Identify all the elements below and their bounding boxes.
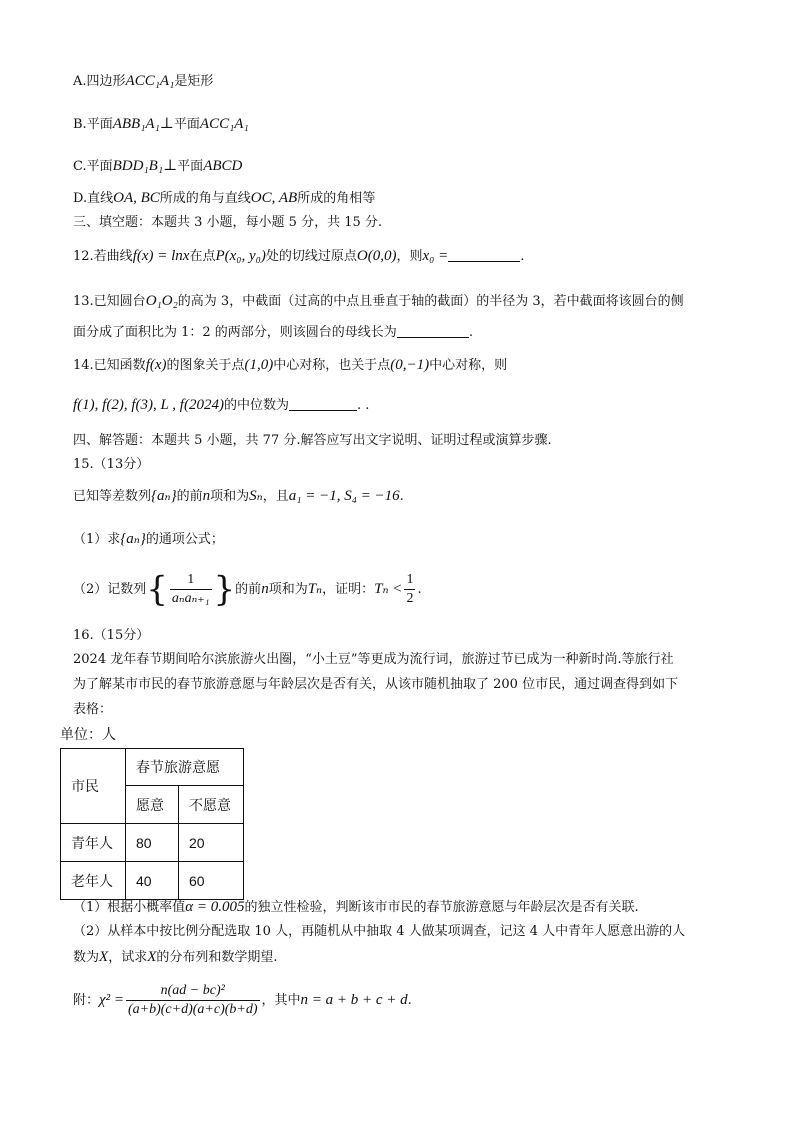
option-b [73, 115, 249, 134]
q15-half-num: 1 [404, 572, 415, 590]
option-a-prefix: A. [73, 74, 87, 89]
option-d-text: 直线 [87, 191, 114, 206]
question-12 [73, 247, 524, 266]
q12-func: f(x) = lnx [132, 248, 190, 264]
table-cell-no: 60 [179, 862, 244, 900]
option-c-prefix: C. [73, 159, 87, 174]
q14-text4: 的中位数为 [223, 398, 289, 413]
question-14-line1 [73, 356, 507, 375]
q13-prefix: 13.已知圆台 [73, 294, 146, 309]
option-a-text: 四边形 [86, 74, 126, 89]
q15-S: Sₙ [249, 488, 263, 504]
q15-p2-a: （2）记数列 [73, 582, 147, 597]
q12-mid2: 处的切线过原点 [265, 249, 357, 264]
q13-text2: 面分成了面积比为 1：2 的两部分，则该圆台的母线长为 [73, 325, 397, 340]
section-4-heading: 四、解答题：本题共 5 小题，共 77 分.解答应写出文字说明、证明过程或演算步骤. [73, 433, 552, 448]
q15-stem-b: 的前 [176, 489, 203, 504]
q14-end: . . [356, 398, 370, 413]
q16-p2-a: 数为 [73, 950, 100, 965]
q15-stem-d: ，且 [262, 489, 289, 504]
q12-point: P(x₀, y₀) [215, 248, 266, 264]
right-brace-icon: } [213, 569, 236, 610]
q15-stem-end: . [399, 489, 404, 504]
question-16-line1: 2024 龙年春节期间哈尔滨旅游火出圈，“小土豆”等更成为流行词，旅游过节已成为一种新时尚.等旅行社 [73, 652, 674, 667]
option-c-math1: BDD₁B₁ [112, 158, 164, 174]
question-13-line2 [73, 323, 473, 342]
option-b-text2: 平面 [173, 117, 200, 132]
q12-mid1: 在点 [189, 249, 216, 264]
table-cell-label: 老年人 [61, 862, 126, 900]
table-cell-yes: 40 [126, 862, 179, 900]
option-c-perp: ⊥ [163, 158, 178, 174]
q15-half-fraction [404, 572, 415, 607]
q15-p1-seq: {aₙ} [120, 531, 146, 547]
q14-answer-blank[interactable] [289, 396, 357, 411]
option-d-text3: 所成的角相等 [297, 191, 376, 206]
q15-cond: a₁ = −1, S₄ = −16 [288, 488, 400, 504]
q15-p1-a: （1）求 [73, 532, 121, 547]
option-c [73, 157, 242, 176]
chi-square-fraction [126, 983, 260, 1018]
survey-table [60, 748, 244, 900]
option-d [73, 189, 375, 208]
question-15-title: 15.（13分） [73, 457, 150, 472]
chi-square-den: (a+b)(c+d)(a+c)(b+d) [127, 1002, 258, 1017]
option-d-prefix: D. [73, 191, 88, 206]
table-row-header: 市民 [61, 749, 126, 824]
q15-frac-den: aₙaₙ₊₁ [171, 591, 210, 606]
q15-frac-num: 1 [170, 572, 212, 590]
q15-half-den: 2 [406, 591, 414, 606]
q14-point2: (0,−1) [390, 357, 430, 373]
question-15-part2 [73, 568, 422, 611]
q15-stem-c: 项和为 [210, 489, 250, 504]
appendix-formula [73, 978, 412, 1023]
q15-p2-ineq: Tₙ < [374, 581, 403, 597]
q13-end: . [468, 325, 473, 340]
chi-square-lhs: χ² = [99, 992, 124, 1008]
q14-text1: 的图象关于点 [166, 358, 245, 373]
q14-text3: 中心对称，则 [429, 358, 508, 373]
option-b-math2: ACC₁A₁ [199, 116, 249, 132]
q13-math: O₁O₂ [145, 293, 178, 309]
q14-text2: 中心对称，也关于点 [273, 358, 391, 373]
section-3-heading: 三、填空题：本题共 3 小题，每小题 5 分，共 15 分. [73, 215, 383, 230]
question-16-line3: 表格： [73, 702, 113, 717]
option-a [73, 72, 213, 91]
option-b-perp: ⊥ [159, 116, 174, 132]
q15-n: n [202, 488, 211, 504]
option-b-prefix: B. [73, 117, 87, 132]
q15-p2-n: n [261, 581, 269, 597]
table-col-yes: 愿意 [126, 786, 179, 824]
q12-origin: O(0,0) [356, 248, 397, 264]
option-c-text2: 平面 [177, 159, 204, 174]
q13-answer-blank[interactable] [397, 323, 469, 338]
question-16-part2-line2 [73, 948, 278, 967]
option-d-text2: 所成的角与直线 [159, 191, 251, 206]
option-a-text-end: 是矩形 [174, 74, 214, 89]
option-c-text: 平面 [86, 159, 113, 174]
q13-text: 的高为 3，中截面（过高的中点且垂直于轴的截面）的半径为 3，若中截面将该圆台的侧 [177, 294, 684, 309]
q12-end: . [520, 249, 525, 264]
option-b-math1: ABB₁A₁ [112, 116, 160, 132]
q15-p2-end: . [417, 582, 422, 597]
q14-prefix: 14.已知函数 [73, 358, 146, 373]
table-cell-yes: 80 [126, 824, 179, 862]
q12-answer-blank[interactable] [448, 247, 520, 262]
q14-func: f(x) [145, 357, 167, 373]
table-cell-label: 青年人 [61, 824, 126, 862]
table-row [61, 824, 244, 862]
q16-X2: X [147, 949, 157, 965]
left-brace-icon: { [146, 569, 168, 610]
table-group-header: 春节旅游意愿 [126, 749, 244, 786]
q15-fraction [170, 572, 212, 607]
q14-point1: (1,0) [244, 357, 274, 373]
option-d-math1: OA, BC [113, 190, 160, 206]
q16-alpha: α = 0.005 [185, 899, 245, 915]
chi-square-num: n(ad − bc)² [126, 983, 260, 1001]
q15-seq: {aₙ} [151, 488, 177, 504]
option-a-math: ACC₁A₁ [125, 73, 175, 89]
option-b-text: 平面 [86, 117, 113, 132]
question-15-part1 [73, 530, 224, 549]
question-14-line2 [73, 396, 369, 415]
table-col-no: 不愿意 [179, 786, 244, 824]
question-13-line1 [73, 292, 684, 311]
q15-p2-T: Tₙ [307, 581, 323, 597]
q16-p2-c: 的分布列和数学期望. [156, 950, 278, 965]
q12-prefix: 12.若曲线 [73, 249, 133, 264]
question-16-part2-line1: （2）从样本中按比例分配选取 10 人，再随机从中抽取 4 人做某项调查，记这 4 人中青年人愿意出游的人 [73, 924, 686, 939]
n-definition: n = a + b + c + d [300, 992, 408, 1008]
table-row [61, 862, 244, 900]
appendix-label: 附： [73, 993, 100, 1008]
q16-p1-a: （1）根据小概率值 [73, 900, 186, 915]
q14-sequence: f(1), f(2), f(3), L , f(2024) [73, 397, 224, 413]
q16-X1: X [99, 949, 109, 965]
option-d-math2: OC, AB [250, 190, 298, 206]
question-15-stem [73, 487, 404, 506]
q15-p2-c: 项和为 [268, 582, 308, 597]
q12-var: x₀ = [422, 248, 449, 264]
q16-p1-b: 的独立性检验，判断该市市民的春节旅游意愿与年龄层次是否有关联. [244, 900, 639, 915]
q15-p1-b: 的通项公式； [145, 532, 224, 547]
q15-p2-b: 的前 [235, 582, 262, 597]
question-16-part1 [73, 898, 639, 917]
q16-p2-b: ，试求 [108, 950, 148, 965]
appendix-where: ，其中 [261, 993, 301, 1008]
option-c-math2: ABCD [203, 158, 243, 174]
table-unit: 单位：人 [60, 726, 116, 742]
appendix-end: . [407, 993, 412, 1008]
q15-p2-d: ，证明： [322, 582, 375, 597]
question-16-title: 16.（15分） [73, 628, 150, 643]
table-cell-no: 20 [179, 824, 244, 862]
q12-mid3: ，则 [396, 249, 423, 264]
q15-stem-a: 已知等差数列 [73, 489, 152, 504]
question-16-line2: 为了解某市市民的春节旅游意愿与年龄层次是否有关，从该市随机抽取了 200 位市民，通过调查得到如下 [73, 677, 679, 692]
